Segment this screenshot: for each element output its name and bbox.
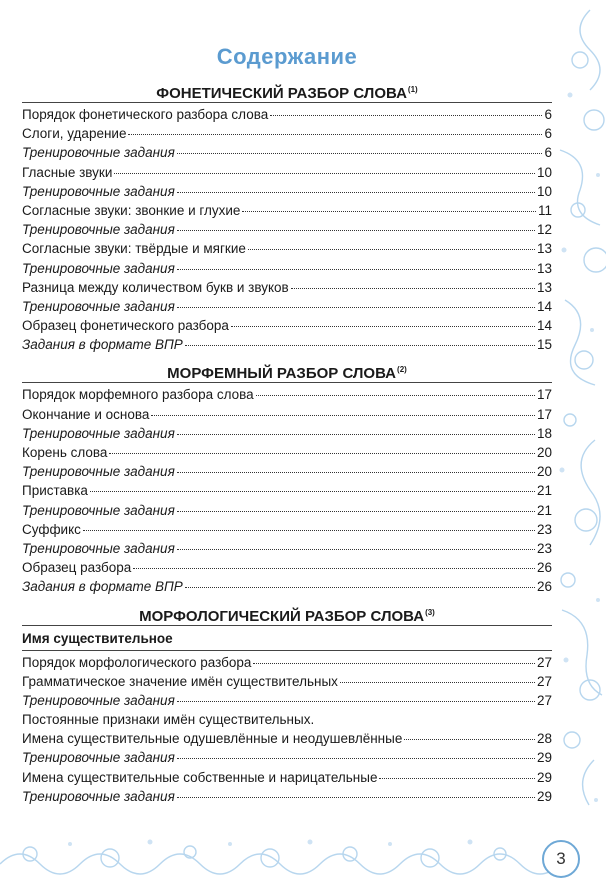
toc-entry-page: 23 <box>536 521 552 537</box>
toc-entry-page: 6 <box>544 145 552 161</box>
page-title: Содержание <box>216 44 358 69</box>
toc-entry-label: Тренировочные задания <box>22 298 175 314</box>
dot-leader <box>177 472 535 473</box>
dot-leader <box>253 663 535 664</box>
contents-page <box>22 40 552 806</box>
dot-leader <box>185 587 535 588</box>
toc-entry[interactable] <box>22 443 552 462</box>
toc-entry-page: 28 <box>536 731 552 747</box>
toc-entry-page: 20 <box>536 445 552 460</box>
contents-sections <box>22 78 552 806</box>
subheading-divider <box>22 650 552 651</box>
dot-leader <box>404 739 535 740</box>
toc-entry-label: Грамматическое значение имён существительных <box>22 673 338 689</box>
toc-entry[interactable] <box>22 385 552 404</box>
toc-entry-label: Тренировочные задания <box>22 788 175 804</box>
section-footnote-marker: (3) <box>425 607 435 617</box>
toc-entry-label: Тренировочные задания <box>22 222 175 238</box>
toc-entry-page: 10 <box>536 164 552 180</box>
toc-entry-label: Гласные звуки <box>22 164 113 180</box>
dot-leader <box>256 395 535 396</box>
toc-entry-page: 23 <box>536 540 552 556</box>
toc-entry-label: Слоги, ударение <box>22 126 127 142</box>
toc-entry-label: Порядок фонетического разбора слова <box>22 107 269 122</box>
toc-entry[interactable] <box>22 653 552 672</box>
swirl-ornament-bottom <box>0 824 606 876</box>
dot-leader <box>231 326 535 327</box>
dot-leader <box>291 288 535 289</box>
dot-leader <box>90 491 535 492</box>
toc-entry[interactable] <box>22 577 552 596</box>
section-heading <box>22 358 552 382</box>
toc-entry-page: 14 <box>536 298 552 314</box>
section-footnote-marker: (1) <box>407 85 418 94</box>
toc-entry-label: Постоянные признаки имён существительных. <box>22 712 315 728</box>
toc-entry[interactable] <box>22 672 552 691</box>
section-heading-text: МОРФОЛОГИЧЕСКИЙ РАЗБОР СЛОВА <box>139 607 425 625</box>
dot-leader <box>177 549 535 550</box>
toc-entry[interactable] <box>22 163 552 182</box>
toc-entry-page: 27 <box>536 654 552 670</box>
toc-entry[interactable] <box>22 710 552 729</box>
toc-entry-page: 13 <box>536 241 552 257</box>
toc-entry[interactable] <box>22 481 552 500</box>
toc-entry-page: 6 <box>544 126 552 142</box>
toc-entry[interactable] <box>22 520 552 539</box>
toc-entry[interactable] <box>22 405 552 424</box>
dot-leader <box>177 307 535 308</box>
toc-entry-page: 12 <box>536 222 552 238</box>
toc-entry-label: Имена существительные одушевлённые и неодушевлённые <box>22 731 403 747</box>
toc-entry-page: 18 <box>536 425 552 441</box>
toc-entry[interactable] <box>22 335 552 354</box>
toc-entry-label: Разница между количеством букв и звуков <box>22 279 289 295</box>
dot-leader <box>177 153 543 154</box>
toc-entry-label: Имена существительные собственные и нарицательные <box>22 769 378 785</box>
toc-entry[interactable] <box>22 462 552 481</box>
toc-entry[interactable] <box>22 501 552 520</box>
section-heading-text: МОРФЕМНЫЙ РАЗБОР СЛОВА <box>167 365 397 383</box>
dot-leader <box>177 758 535 759</box>
toc-entry-label: Порядок морфемного разбора слова <box>22 387 254 403</box>
toc-entry-page: 17 <box>536 387 552 403</box>
toc-entry-page: 6 <box>544 107 552 122</box>
toc-entry-label: Тренировочные задания <box>22 750 175 766</box>
toc-entry[interactable] <box>22 239 552 258</box>
swirl-ornament-right <box>550 0 606 876</box>
toc-entry-label: Тренировочные задания <box>22 502 175 518</box>
toc-entry-page: 14 <box>536 318 552 334</box>
dot-leader <box>185 345 535 346</box>
toc-entry-page: 11 <box>537 202 552 218</box>
toc-entry-label: Тренировочные задания <box>22 692 175 708</box>
toc-entry[interactable] <box>22 278 552 297</box>
toc-entry-page: 17 <box>536 406 552 422</box>
toc-entry-label: Порядок морфологического разбора <box>22 654 252 670</box>
toc-entry-page: 29 <box>536 788 552 804</box>
toc-entry[interactable] <box>22 124 552 143</box>
toc-entry-page: 27 <box>536 673 552 689</box>
toc-entry-page: 29 <box>536 750 552 766</box>
dot-leader <box>177 701 535 702</box>
toc-entry[interactable] <box>22 691 552 710</box>
section-heading-text: ФОНЕТИЧЕСКИЙ РАЗБОР СЛОВА <box>156 85 407 102</box>
toc-entry-page: 13 <box>536 279 552 295</box>
dot-leader <box>177 230 535 231</box>
toc-entry[interactable] <box>22 143 552 162</box>
dot-leader <box>151 415 535 416</box>
toc-entry[interactable] <box>22 297 552 316</box>
toc-entry[interactable] <box>22 220 552 239</box>
dot-leader <box>242 211 536 212</box>
toc-entry[interactable] <box>22 558 552 577</box>
dot-leader <box>128 134 542 135</box>
toc-entry-label: Тренировочные задания <box>22 145 175 161</box>
toc-entry-label: Окончание и основа <box>22 406 150 422</box>
toc-entry[interactable] <box>22 182 552 201</box>
toc-entry[interactable] <box>22 768 552 787</box>
toc-entry[interactable] <box>22 316 552 335</box>
dot-leader <box>177 797 535 798</box>
section-heading <box>22 78 552 102</box>
toc-entry-label: Тренировочные задания <box>22 260 175 276</box>
toc-entry-label: Задания в формате ВПР <box>22 579 183 595</box>
dot-leader <box>177 434 535 435</box>
toc-entry-page: 15 <box>536 337 552 353</box>
toc-entry-page: 29 <box>536 769 552 785</box>
section-heading <box>22 601 552 625</box>
dot-leader <box>177 269 535 270</box>
toc-entry-page: 10 <box>536 183 552 199</box>
section-subheading: Имя существительное <box>22 630 173 646</box>
dot-leader <box>109 453 535 454</box>
toc-entry[interactable] <box>22 748 552 767</box>
toc-entry[interactable] <box>22 105 552 124</box>
toc-entry[interactable] <box>22 729 552 748</box>
toc-entry-page: 26 <box>536 560 552 576</box>
toc-entry-label: Тренировочные задания <box>22 464 175 480</box>
dot-leader <box>177 192 535 193</box>
toc-entry-label: Приставка <box>22 483 88 499</box>
toc-entry[interactable] <box>22 201 552 220</box>
toc-entry-label: Согласные звуки: звонкие и глухие <box>22 202 241 218</box>
toc-entry-page: 20 <box>536 464 552 480</box>
toc-entry[interactable] <box>22 539 552 558</box>
dot-leader <box>114 173 535 174</box>
toc-entry-label: Образец фонетического разбора <box>22 318 229 334</box>
dot-leader <box>248 249 535 250</box>
toc-entry[interactable] <box>22 259 552 278</box>
toc-entry-label: Корень слова <box>22 445 108 460</box>
toc-entry-label: Задания в формате ВПР <box>22 337 183 353</box>
toc-entry[interactable] <box>22 787 552 806</box>
dot-leader <box>133 568 535 569</box>
dot-leader <box>83 530 535 531</box>
dot-leader <box>177 511 535 512</box>
toc-entry-page: 13 <box>536 260 552 276</box>
toc-entry-page: 21 <box>536 483 552 499</box>
toc-entry-page: 26 <box>536 579 552 595</box>
toc-entry-label: Тренировочные задания <box>22 540 175 556</box>
toc-entry-label: Согласные звуки: твёрдые и мягкие <box>22 241 246 257</box>
toc-entry-label: Образец разбора <box>22 560 132 576</box>
dot-leader <box>379 778 534 779</box>
section-divider <box>22 102 552 103</box>
toc-entry-label: Тренировочные задания <box>22 183 175 199</box>
page-number: 3 <box>542 840 580 878</box>
dot-leader <box>340 682 535 683</box>
section-divider <box>22 382 552 383</box>
toc-entry-page: 27 <box>536 692 552 708</box>
toc-entry-page: 21 <box>536 502 552 518</box>
section-footnote-marker: (2) <box>397 365 407 375</box>
toc-entry-label: Суффикс <box>22 521 81 537</box>
toc-entry[interactable] <box>22 424 552 443</box>
dot-leader <box>270 115 542 116</box>
toc-entry-label: Тренировочные задания <box>22 425 175 441</box>
